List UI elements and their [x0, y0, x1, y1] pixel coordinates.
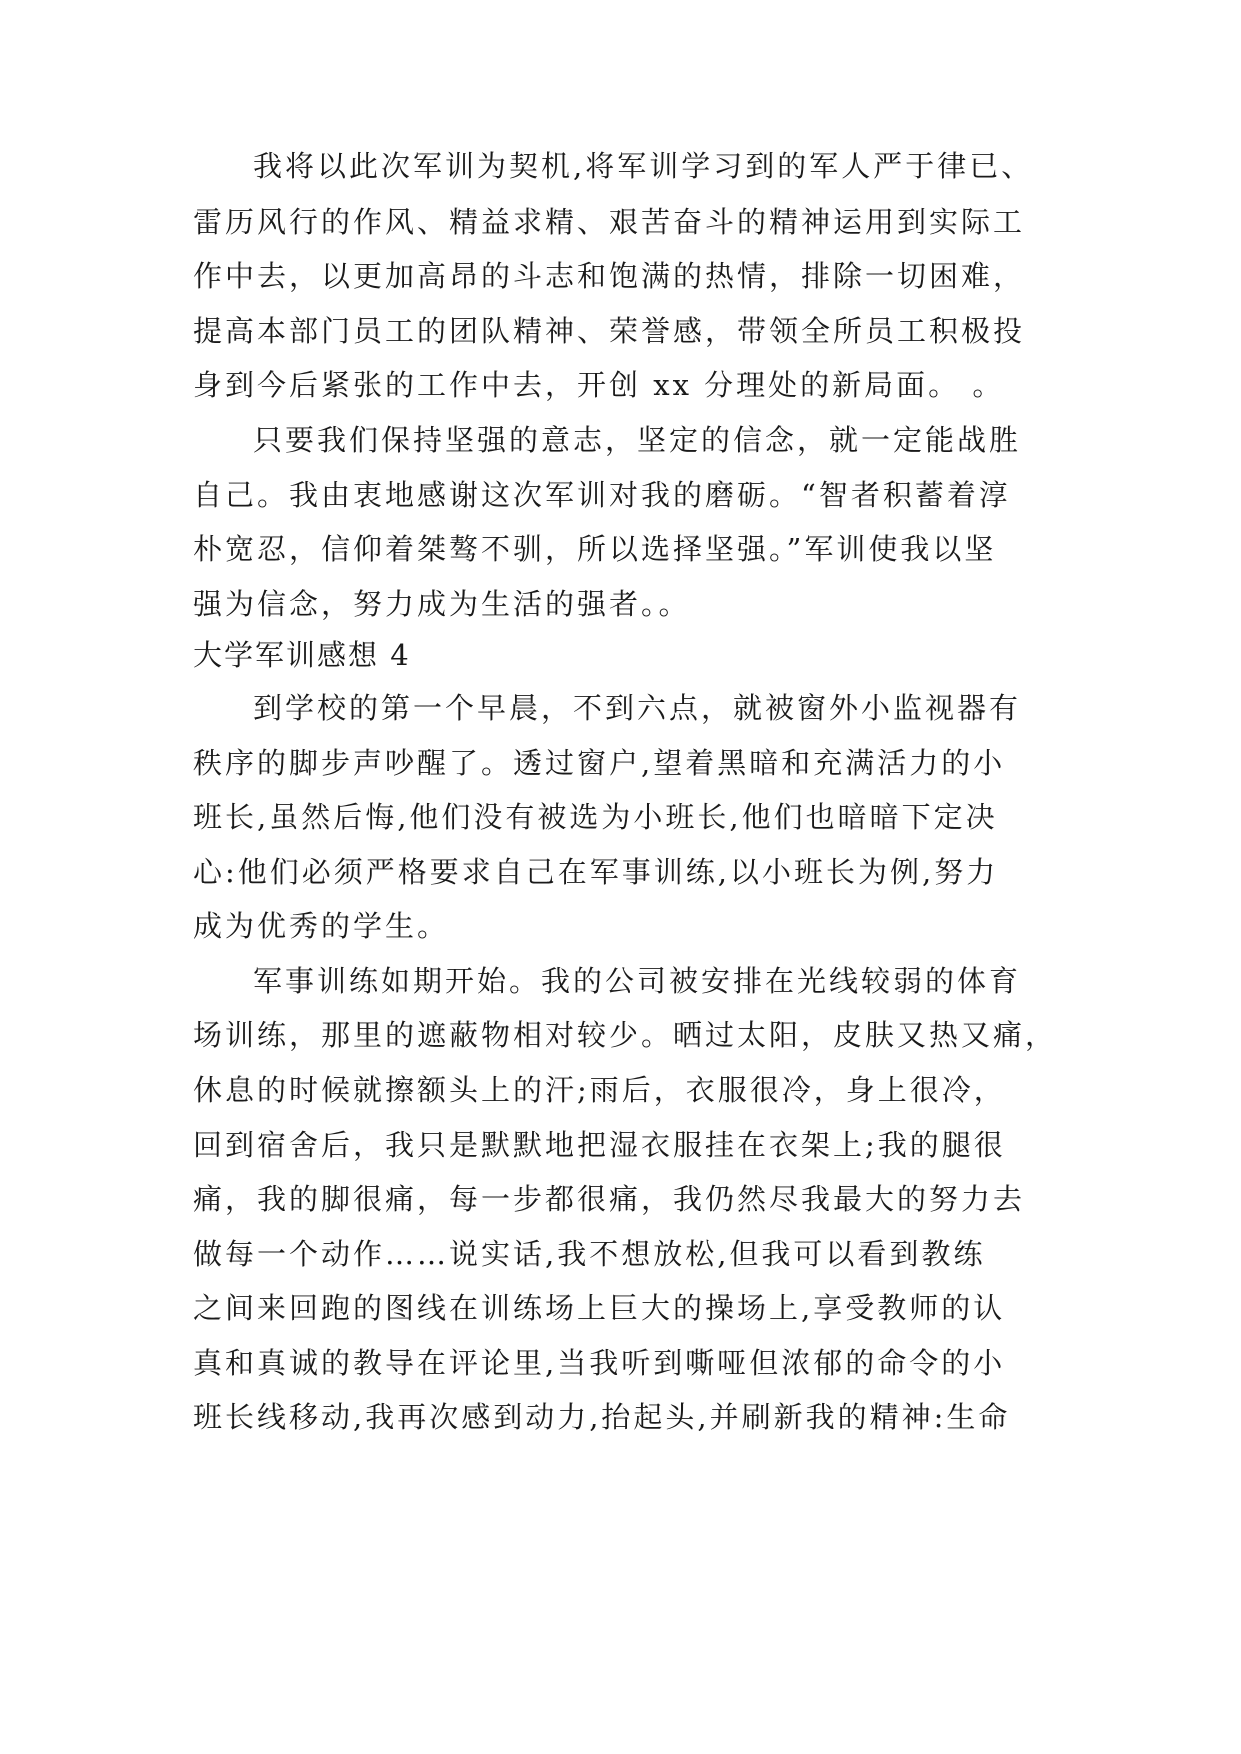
paragraph-3-line-4: 心:他们必须严格要求自己在军事训练,以小班长为例,努力: [193, 855, 999, 889]
paragraph-2-line-2: 自己。我由衷地感谢这次军训对我的磨砺。“智者积蓄着淳: [193, 478, 1011, 512]
paragraph-1-line-2: 雷历风行的作风、精益求精、艰苦奋斗的精神运用到实际工: [193, 205, 1026, 239]
paragraph-1-line-5: 身到今后紧张的工作中去，开创 xx 分理处的新局面。 。: [193, 368, 1005, 402]
paragraph-3-line-5: 成为优秀的学生。: [193, 909, 450, 943]
paragraph-4-line-6: 做每一个动作……说实话,我不想放松,但我可以看到教练: [193, 1237, 986, 1271]
paragraph-4-line-7: 之间来回跑的图线在训练场上巨大的操场上,享受教师的认: [193, 1291, 1006, 1325]
paragraph-4-line-8: 真和真诚的教导在评论里,当我听到嘶哑但浓郁的命令的小: [193, 1346, 1006, 1380]
paragraph-2-line-3: 朴宽忍，信仰着桀骜不驯，所以选择坚强。”军训使我以坚: [193, 532, 997, 566]
paragraph-3-line-1: 到学校的第一个早晨，不到六点，就被窗外小监视器有: [253, 691, 1022, 725]
paragraph-4-line-3: 休息的时候就擦额头上的汗;雨后，衣服很冷，身上很冷，: [193, 1073, 1006, 1107]
section-heading: 大学军训感想 4: [193, 638, 411, 672]
paragraph-1-line-1: 我将以此次军训为契机,将军训学习到的军人严于律已、: [253, 149, 1034, 183]
paragraph-3-line-2: 秩序的脚步声吵醒了。透过窗户,望着黑暗和充满活力的小: [193, 746, 1006, 780]
paragraph-2-line-4: 强为信念，努力成为生活的强者。。: [193, 587, 691, 621]
paragraph-3-line-3: 班长,虽然后悔,他们没有被选为小班长,他们也暗暗下定决: [193, 800, 998, 834]
paragraph-4-line-9: 班长线移动,我再次感到动力,抬起头,并刷新我的精神:生命: [193, 1400, 1011, 1434]
paragraph-1-line-3: 作中去，以更加高昂的斗志和饱满的热情，排除一切困难，: [193, 259, 1026, 293]
paragraph-1-line-4: 提高本部门员工的团队精神、荣誉感，带领全所员工积极投: [193, 314, 1026, 348]
paragraph-4-line-2: 场训练，那里的遮蔽物相对较少。晒过太阳，皮肤又热又痛，: [193, 1018, 1058, 1052]
paragraph-2-line-1: 只要我们保持坚强的意志，坚定的信念，就一定能战胜: [253, 423, 1022, 457]
paragraph-4-line-5: 痛，我的脚很痛，每一步都很痛，我仍然尽我最大的努力去: [193, 1182, 1026, 1216]
paragraph-4-line-1: 军事训练如期开始。我的公司被安排在光线较弱的体育: [253, 964, 1022, 998]
paragraph-4-line-4: 回到宿舍后，我只是默默地把湿衣服挂在衣架上;我的腿很: [193, 1128, 1006, 1162]
